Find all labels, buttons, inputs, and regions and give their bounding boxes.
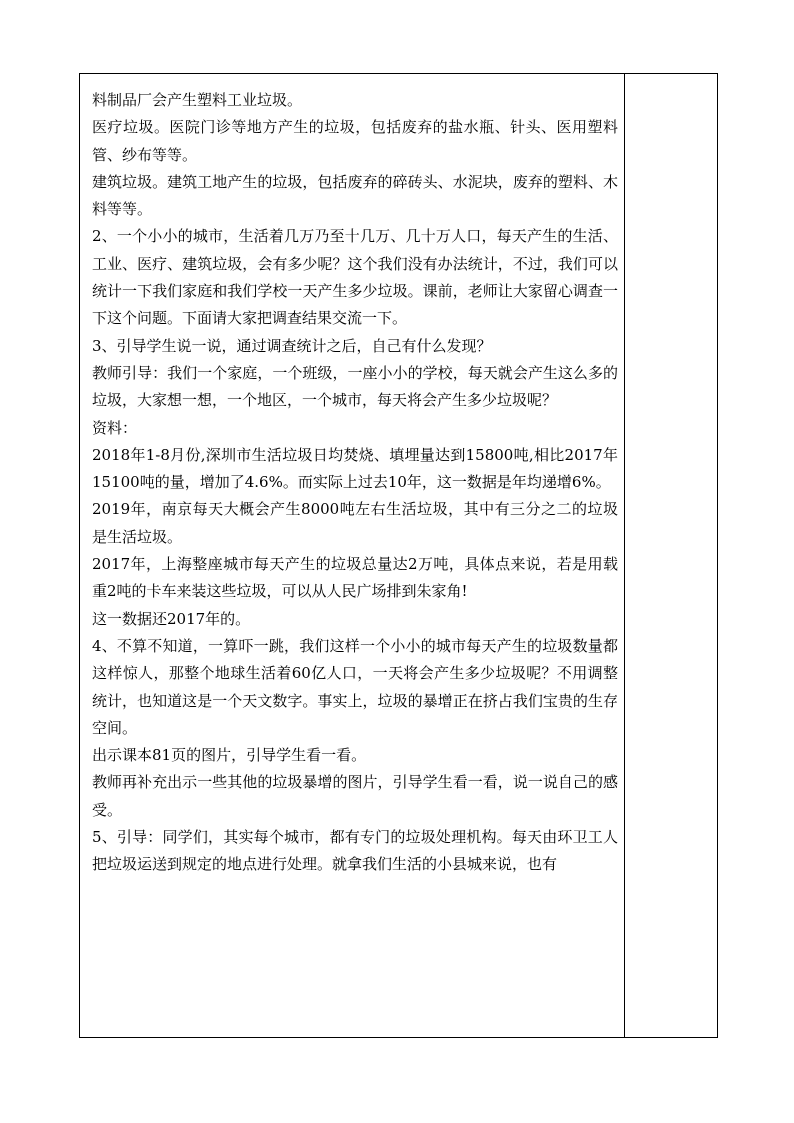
paragraph-teacher-guide: 教师引导：我们一个家庭，一个班级，一座小小的学校，每天就会产生这么多的垃圾，大家想一想，一个地区，一个城市，每天将会产生多少垃圾呢？ (92, 363, 618, 410)
paragraph-shenzhen-data: 2018年1-8月份,深圳市生活垃圾日均焚烧、填埋量达到15800吨,相比2017年15100吨的量，增加了4.6%。而实际上过去10年，这一数据是年均递增6%。 (92, 445, 618, 492)
lesson-table (79, 73, 718, 1038)
paragraph-construction-waste: 建筑垃圾。建筑工地产生的垃圾，包括废弃的碎砖头、水泥块，废弃的塑料、木料等等。 (92, 172, 618, 219)
paragraph-medical-waste: 医疗垃圾。医院门诊等地方产生的垃圾，包括废弃的盐水瓶、针头、医用塑料管、纱布等等。 (92, 118, 618, 164)
paragraph-textbook-image: 出示课本81页的图片，引导学生看一看。 (92, 746, 367, 765)
paragraph-step-3: 3、引导学生说一说，通过调查统计之后，自己有什么发现？ (92, 336, 492, 355)
paragraph-shanghai-data: 2017年，上海整座城市每天产生的垃圾总量达2万吨，具体点来说，若是用载重2吨的卡车来装这些垃圾，可以从人民广场排到朱家角! (92, 555, 618, 601)
paragraph-materials-heading: 资料： (92, 418, 138, 437)
paragraph-data-note: 这一数据还2017年的。 (92, 609, 251, 628)
notes-cell (625, 74, 717, 1037)
paragraph-plastic-waste: 料制品厂会产生塑料工业垃圾。 (92, 91, 303, 109)
paragraph-step-4: 4、不算不知道，一算吓一跳，我们这样一个小小的城市每天产生的垃圾数量都这样惊人，那整个地球生活着60亿人口，一天将会产生多少垃圾呢？不用调整统计，也知道这是一个天文数字。事实上，垃圾的暴增正在挤占我们宝贵的生存空间。 (92, 636, 618, 737)
paragraph-extra-images: 教师再补充出示一些其他的垃圾暴增的图片，引导学生看一看，说一说自己的感受。 (92, 773, 618, 819)
paragraph-step-2: 2、一个小小的城市，生活着几万乃至十几万、几十万人口，每天产生的生活、工业、医疗、建筑垃圾，会有多少呢？这个我们没有办法统计，不过，我们可以统计一下我们家庭和我们学校一天产生多少垃圾。课前，老师让大家留心调查一下这个问题。下面请大家把调查结果交流一下。 (92, 227, 618, 328)
paragraph-nanjing-data: 2019年，南京每天大概会产生8000吨左右生活垃圾，其中有三分之二的垃圾是生活垃圾。 (92, 500, 618, 546)
paragraph-step-5: 5、引导：同学们，其实每个城市，都有专门的垃圾处理机构。每天由环卫工人把垃圾运送到规定的地点进行处理。就拿我们生活的小县城来说，也有 (92, 828, 618, 874)
content-cell (80, 74, 625, 1037)
